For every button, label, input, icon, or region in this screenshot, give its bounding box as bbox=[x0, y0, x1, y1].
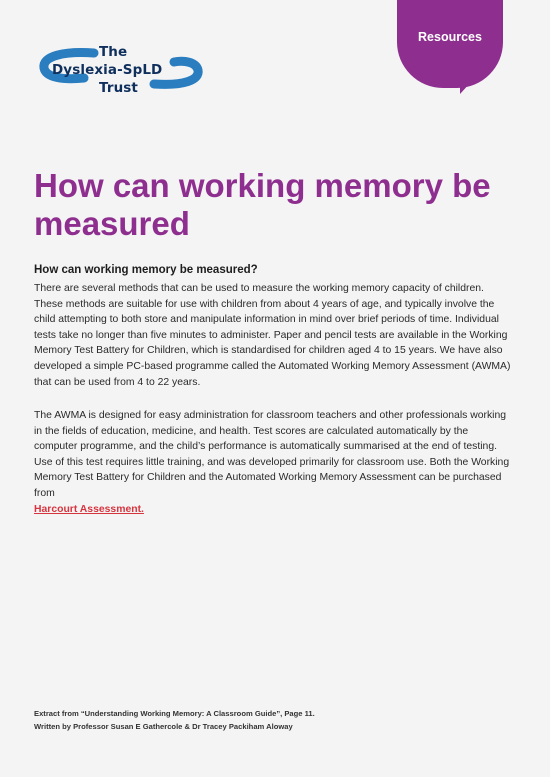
paragraph-2-text: The AWMA is designed for easy administration for classroom teachers and other professionals working in the fields of education, medicine, and health. Test scores are calculated automatically by the computer programme, and the child’s performance is automatically summarised at the end of testing. Use of this test requires little training, and was developed primarily for classroom use. Both the Working Memory Test Battery for Children and the Automated Working Memory Assessment can be purchased from bbox=[34, 410, 510, 499]
footer-extract-source: Extract from “Understanding Working Memory: A Classroom Guide”, Page 11. bbox=[34, 709, 315, 718]
page-title: How can working memory be measured bbox=[34, 167, 491, 242]
paragraph-2 bbox=[34, 408, 514, 517]
harcourt-assessment-link[interactable]: Harcourt Assessment. bbox=[34, 503, 144, 515]
section-heading: How can working memory be measured? bbox=[34, 264, 258, 276]
resources-tab-tail bbox=[460, 70, 482, 94]
logo-text-the: The bbox=[99, 44, 128, 60]
logo-text-trust: Trust bbox=[99, 80, 138, 96]
resources-tab-label[interactable]: Resources bbox=[418, 30, 482, 44]
paragraph-1: There are several methods that can be used to measure the working memory capacity of children. These methods are suitable for use with children from about 4 years of age, and typically involve the child attempting to both store and manipulate information in mind over brief periods of time. Individual tests take no longer than five minutes to administer. Paper and pencil tests are available in the Working Memory Test Battery for Children, which is standardised for children aged 4 to 15 years. We have also developed a simple PC-based programme called the Automated Working Memory Assessment (AWMA) that can be used from 4 to 22 years. bbox=[34, 283, 511, 388]
footer-credits bbox=[34, 707, 514, 733]
footer-authors: Written by Professor Susan E Gathercole & Dr Tracey Packiham Aloway bbox=[34, 722, 293, 731]
dyslexia-trust-logo[interactable] bbox=[34, 40, 204, 100]
logo-text-dyslexia-spld: Dyslexia-SpLD bbox=[52, 62, 163, 78]
resources-tab[interactable] bbox=[397, 0, 503, 88]
